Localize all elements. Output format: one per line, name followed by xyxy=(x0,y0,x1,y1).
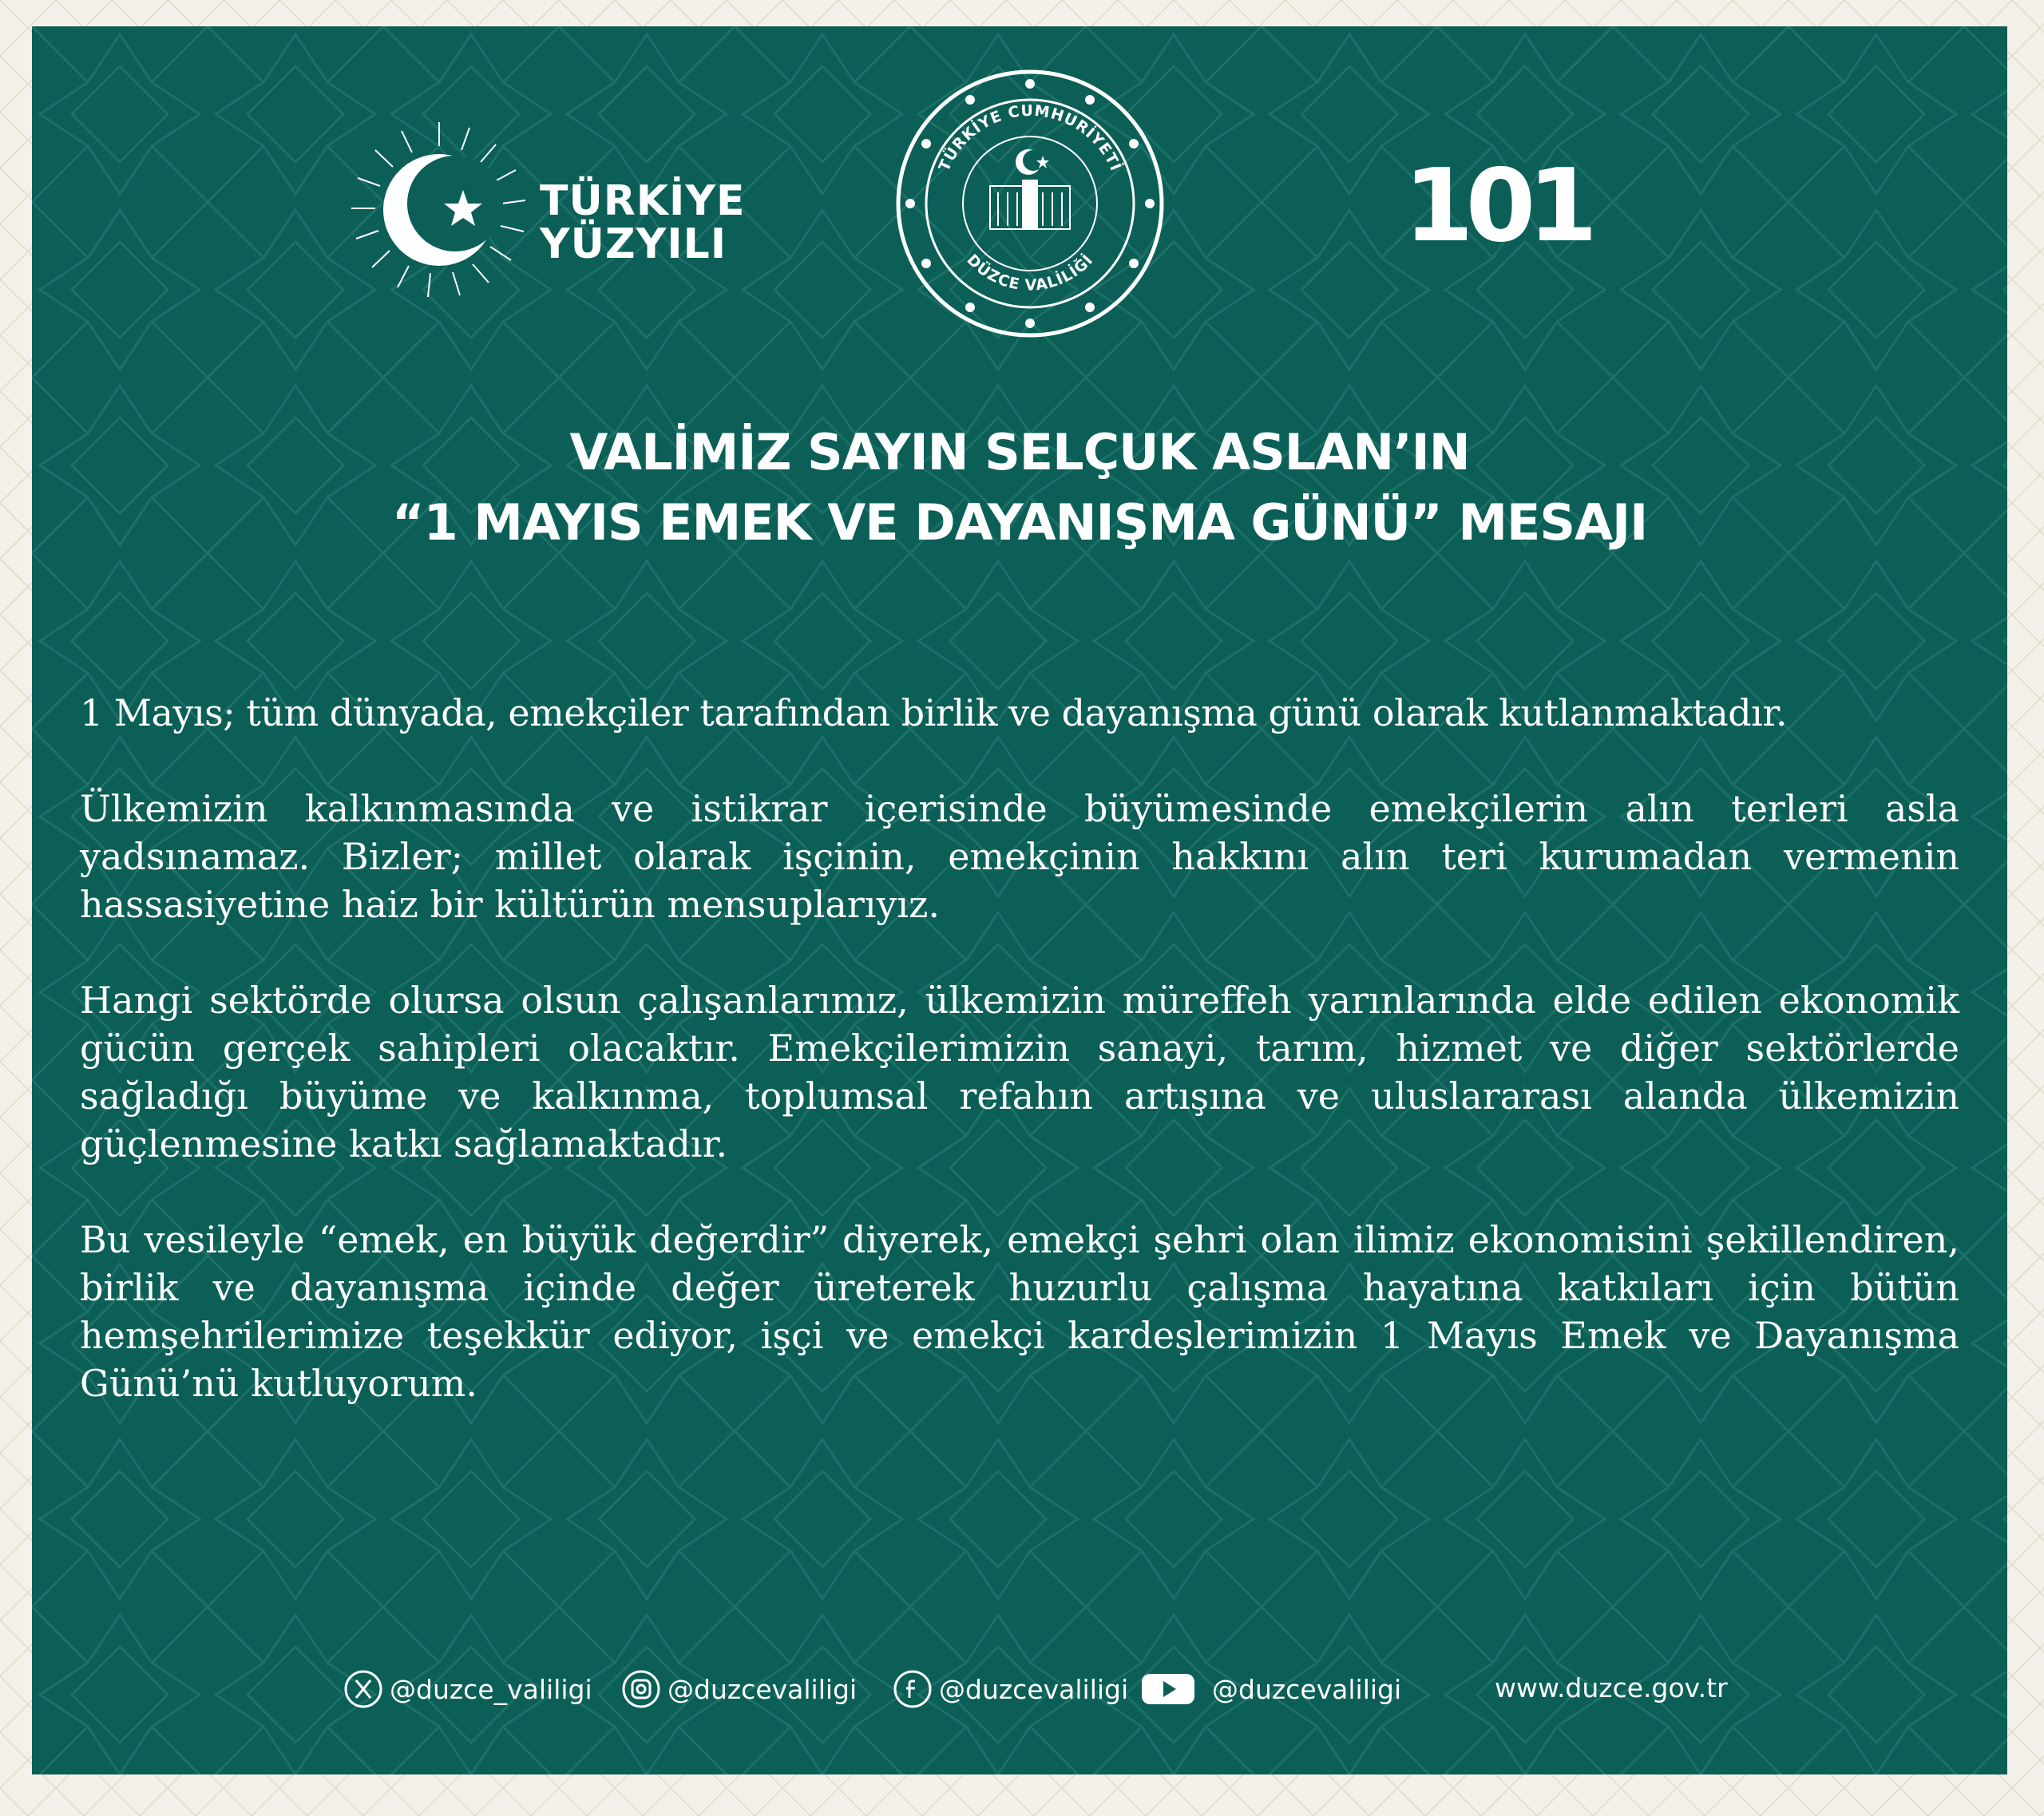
anniversary-101-text: 101 xyxy=(1404,147,1590,264)
website-link[interactable]: www.duzce.gov.tr xyxy=(1495,1672,1728,1703)
instagram-handle: @duzcevaliligi xyxy=(667,1673,858,1705)
x-handle: @duzce_valiligi xyxy=(390,1673,592,1705)
duzce-valiligi-seal xyxy=(893,66,1168,342)
ty-line2: YÜZYILI xyxy=(540,220,727,268)
x-icon xyxy=(343,1669,383,1709)
title-line2: “1 MAYIS EMEK VE DAYANIŞMA GÜNÜ” MESAJI xyxy=(391,493,1648,552)
paragraph: Bu vesileyle “emek, en büyük değerdir” diyerek, emekçi şehri olan ilimiz ekonomisini şekillendiren, birlik ve dayanışma içinde değer üreterek huzurlu çalışma hayatına katkıları için bütün hemşehrilerimize teşekkür ediyor, işçi ve emekçi kardeşlerimizin 1 Mayıs Emek ve Dayanışma Günü’nü kutluyorum. xyxy=(80,1218,1959,1405)
seal-top-text: TÜRKİYE CUMHURİYETİ xyxy=(935,101,1125,174)
facebook-link[interactable] xyxy=(893,1669,1128,1709)
anniversary-101-logo xyxy=(1404,146,1627,266)
social-footer xyxy=(32,1655,2007,1727)
message-title xyxy=(32,417,2007,558)
paragraph: Hangi sektörde olursa olsun çalışanlarımız, ülkemizin müreffeh yarınlarında elde edilen ekonomik gücün gerçek sahipleri olacaktır. Emekçilerimizin sanayi, tarım, hizmet ve diğer sektörlerde sağladığı büyüme ve kalkınma, toplumsal refahın artışına ve uluslararası alanda ülkemizin güçlenmesine katkı sağlamaktadır. xyxy=(80,979,1959,1165)
turkiye-yuzyili-text xyxy=(540,177,746,268)
message-body xyxy=(80,689,1959,1455)
facebook-icon xyxy=(893,1669,933,1709)
instagram-icon xyxy=(621,1669,661,1709)
turkiye-yuzyili-logo xyxy=(343,114,746,314)
x-link[interactable] xyxy=(343,1669,592,1709)
message-panel xyxy=(32,26,2007,1774)
title-line1: VALİMİZ SAYIN SELÇUK ASLAN’IN xyxy=(569,423,1470,481)
paragraph: Ülkemizin kalkınmasında ve istikrar içerisinde büyümesinde emekçilerin alın terleri asla yadsınamaz. Bizler; millet olarak işçinin, emekçinin hakkını alın teri kurumadan vermenin hassasiyetine haiz bir kültürün mensuplarıyız. xyxy=(80,787,1959,926)
youtube-link[interactable] xyxy=(1140,1669,1401,1709)
instagram-link[interactable] xyxy=(621,1669,857,1709)
svg-text:DÜZCE VALİLİĞİ xyxy=(963,250,1096,294)
youtube-handle: @duzcevaliligi xyxy=(1212,1673,1402,1705)
seal-bottom-text: DÜZCE VALİLİĞİ xyxy=(963,251,1097,295)
youtube-icon xyxy=(1140,1669,1196,1709)
paragraph: 1 Mayıs; tüm dünyada, emekçiler tarafından birlik ve dayanışma günü olarak kutlanmaktadır. xyxy=(80,691,1787,734)
facebook-handle: @duzcevaliligi xyxy=(939,1673,1129,1705)
sunburst-crescent-icon xyxy=(343,114,535,306)
ty-line1: TÜRKİYE xyxy=(540,177,746,225)
